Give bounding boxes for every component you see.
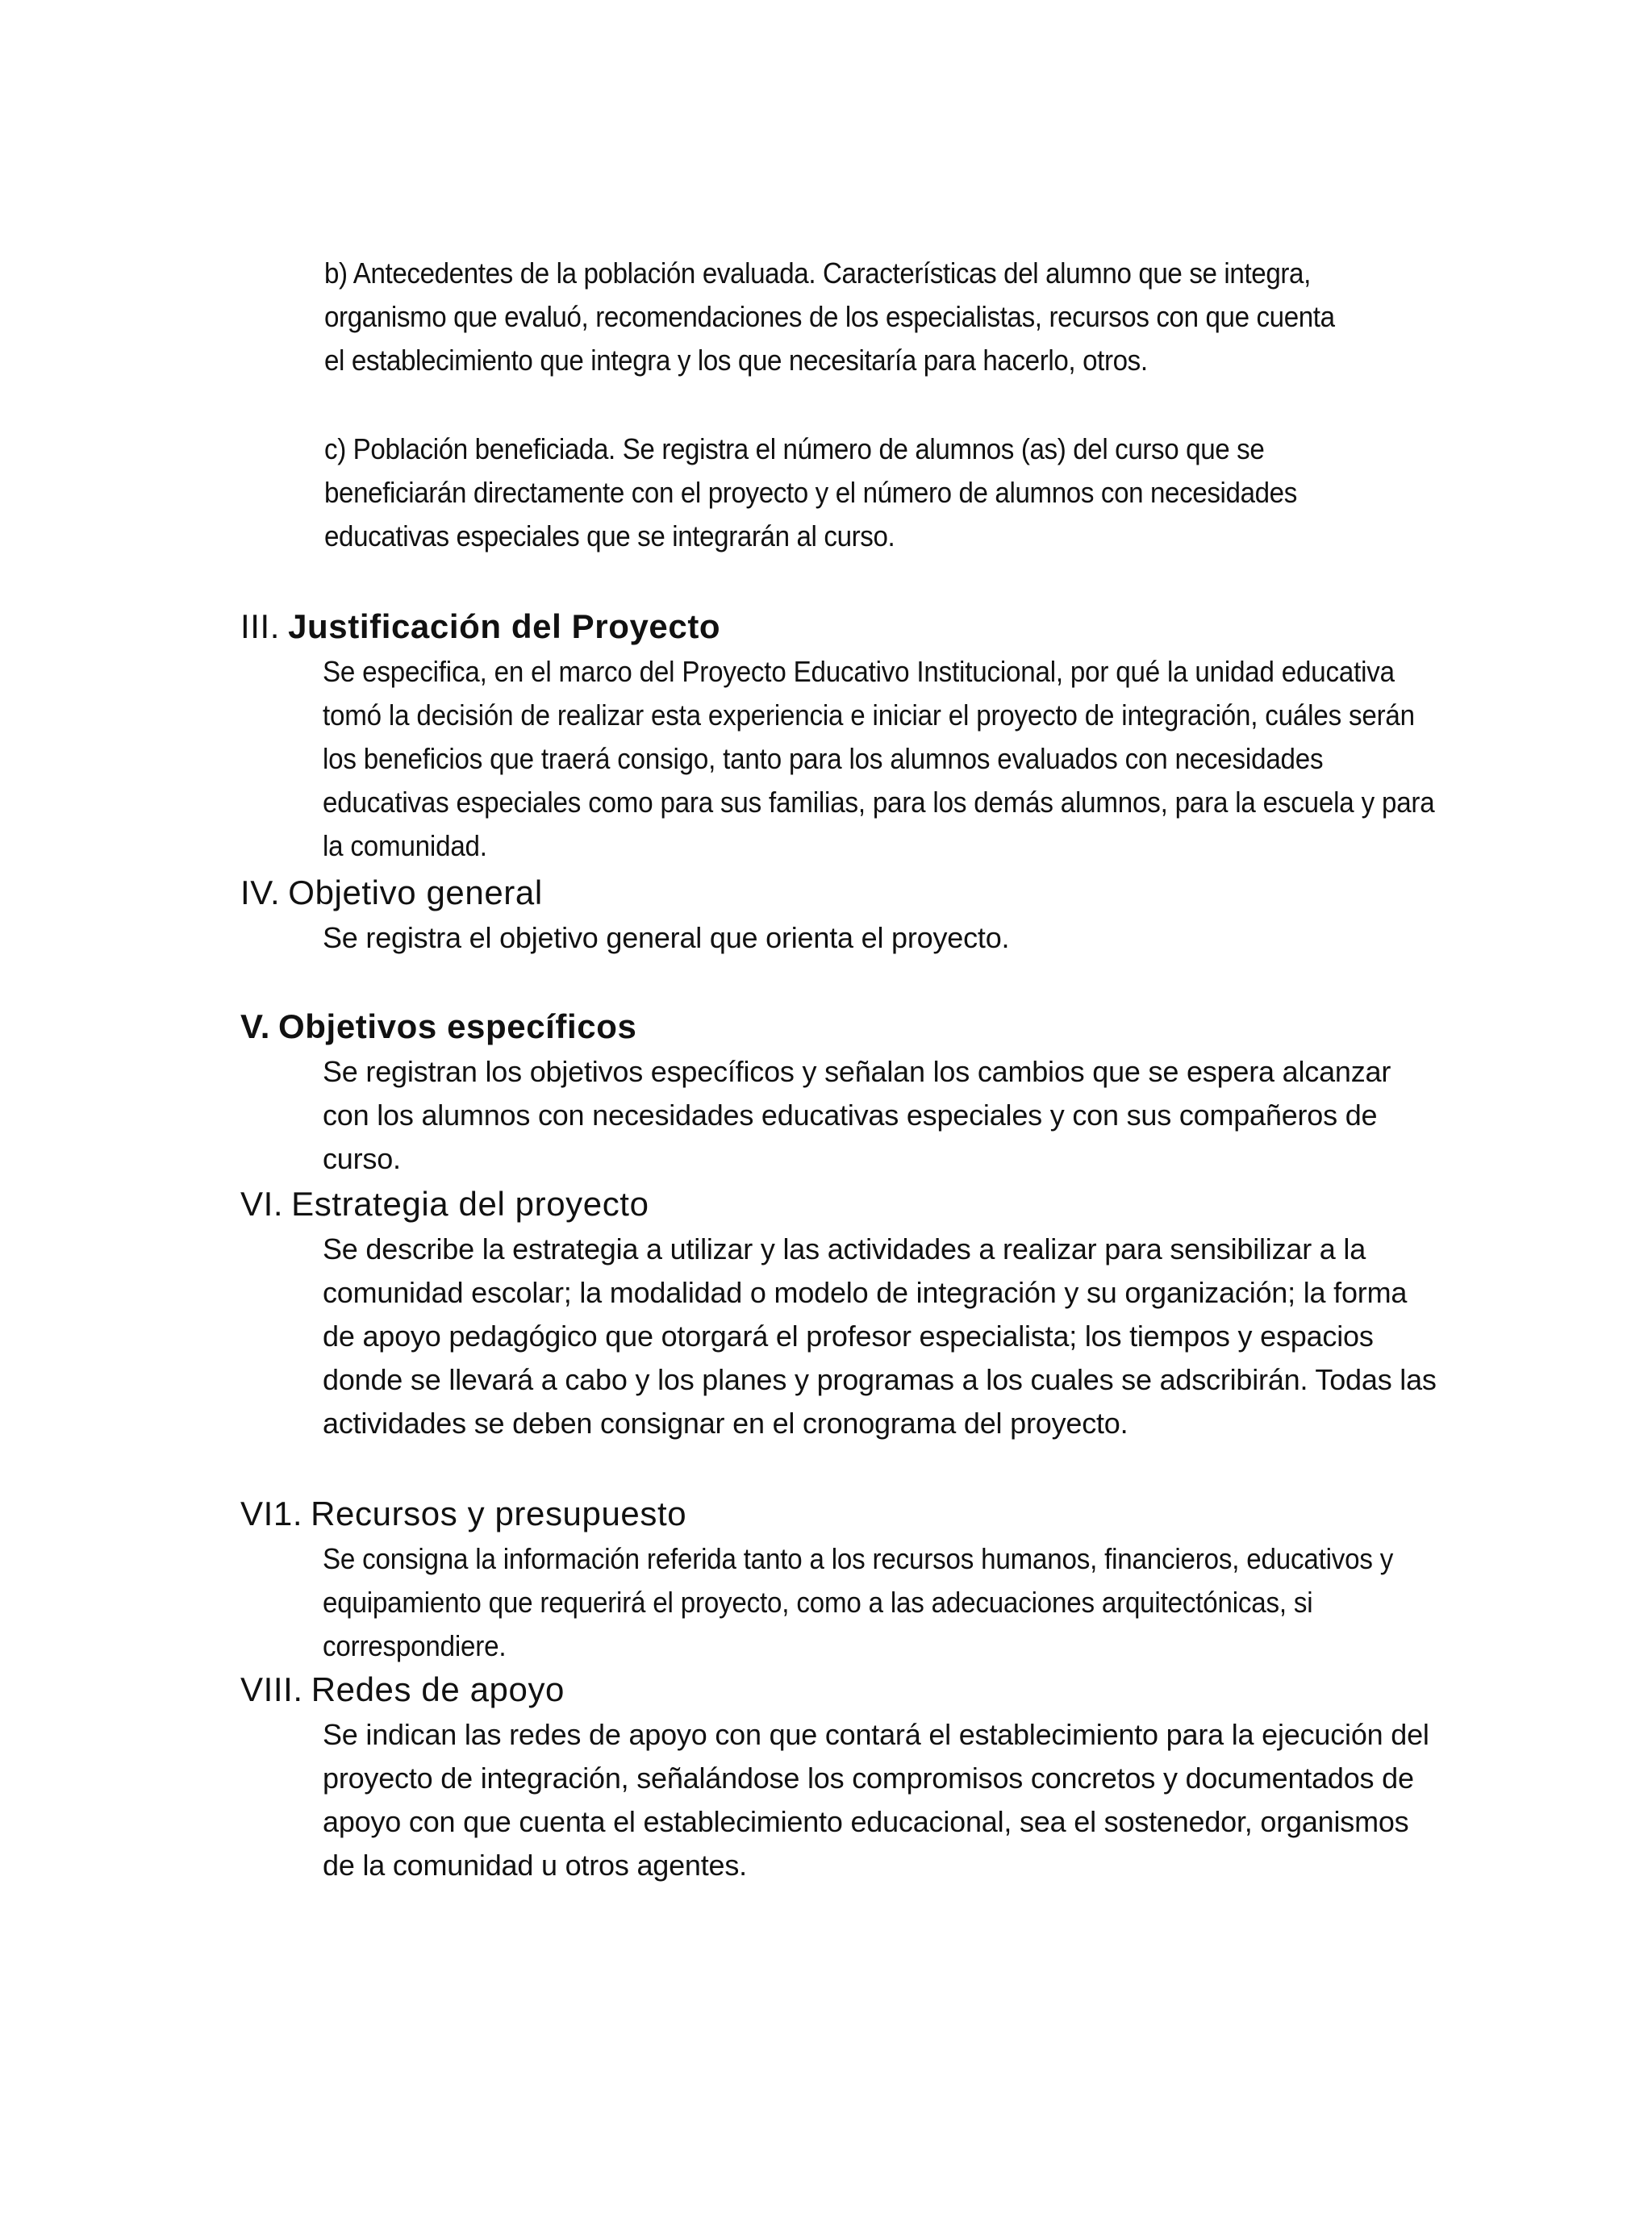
section-text-vi: Se describe la estrategia a utilizar y las actividades a realizar para sensibilizar a la comunidad escolar; la modalidad o modelo de integración y su organización; la forma de apoyo pedagógico que otorgará el profesor especialista; los tiempos y espacios donde se llevará a cabo y los planes y programas a los cuales se adscribirán. Todas las actividades se deben consignar en el cronograma del proyecto. xyxy=(323,1232,1437,1440)
section-number: III. xyxy=(240,607,281,645)
section-text-viii: Se indican las redes de apoyo con que contará el establecimiento para la ejecución del proyecto de integración, señalándose los compromisos concretos y documentados de apoyo con que cuenta el establecimiento educacional, sea el sostenedor, organismos de la comunidad u otros agentes. xyxy=(323,1718,1429,1882)
section-title: Objetivo general xyxy=(288,874,543,911)
section-title: Estrategia del proyecto xyxy=(291,1185,649,1223)
section-text-vii: Se consigna la información referida tanto a los recursos humanos, financieros, educativos y equipamiento que requerirá el proyecto, como a las adecuaciones arquitectónicas, si correspondiere. xyxy=(323,1542,1394,1662)
section-title: Justificación del Proyecto xyxy=(288,607,721,645)
section-text-iii: Se especifica, en el marco del Proyecto Educativo Institucional, por qué la unidad educativa tomó la decisión de realizar esta experiencia e iniciar el proyecto de integración, cuáles serán los beneficios que traerá consigo, tanto para los alumnos evaluados con necesidades educativas especiales como para sus familias, para los demás alumnos, para la escuela y para la comunidad. xyxy=(323,655,1435,862)
section-number: VIII. xyxy=(240,1670,303,1708)
section-heading-vii xyxy=(240,1494,686,1534)
section-text-v: Se registran los objetivos específicos y señalan los cambios que se espera alcanzar con los alumnos con necesidades educativas especiales y con sus compañeros de curso. xyxy=(323,1055,1391,1175)
section-heading-vi xyxy=(240,1184,649,1224)
section-number: IV. xyxy=(240,874,281,911)
section-heading-iv xyxy=(240,873,543,913)
item-c-poblacion: c) Población beneficiada. Se registra el número de alumnos (as) del curso que se beneficiarán directamente con el proyecto y el número de alumnos con necesidades educativas especiales que se integrarán al curso. xyxy=(324,432,1297,552)
section-title: Redes de apoyo xyxy=(311,1670,565,1708)
section-heading-v xyxy=(240,1007,636,1047)
section-text-iv: Se registra el objetivo general que orienta el proyecto. xyxy=(323,921,1010,954)
section-number: V. xyxy=(240,1007,271,1045)
section-heading-iii xyxy=(240,607,720,647)
section-title: Recursos y presupuesto xyxy=(311,1495,687,1532)
item-b-antecedentes: b) Antecedentes de la población evaluada. Características del alumno que se integra, organismo que evaluó, recomendaciones de los especialistas, recursos con que cuenta el establecimiento que integra y los que necesitaría para hacerlo, otros. xyxy=(324,256,1335,377)
section-heading-viii xyxy=(240,1670,565,1710)
section-number: VI1. xyxy=(240,1495,303,1532)
section-title: Objetivos específicos xyxy=(278,1007,637,1045)
section-number: VI. xyxy=(240,1185,284,1223)
